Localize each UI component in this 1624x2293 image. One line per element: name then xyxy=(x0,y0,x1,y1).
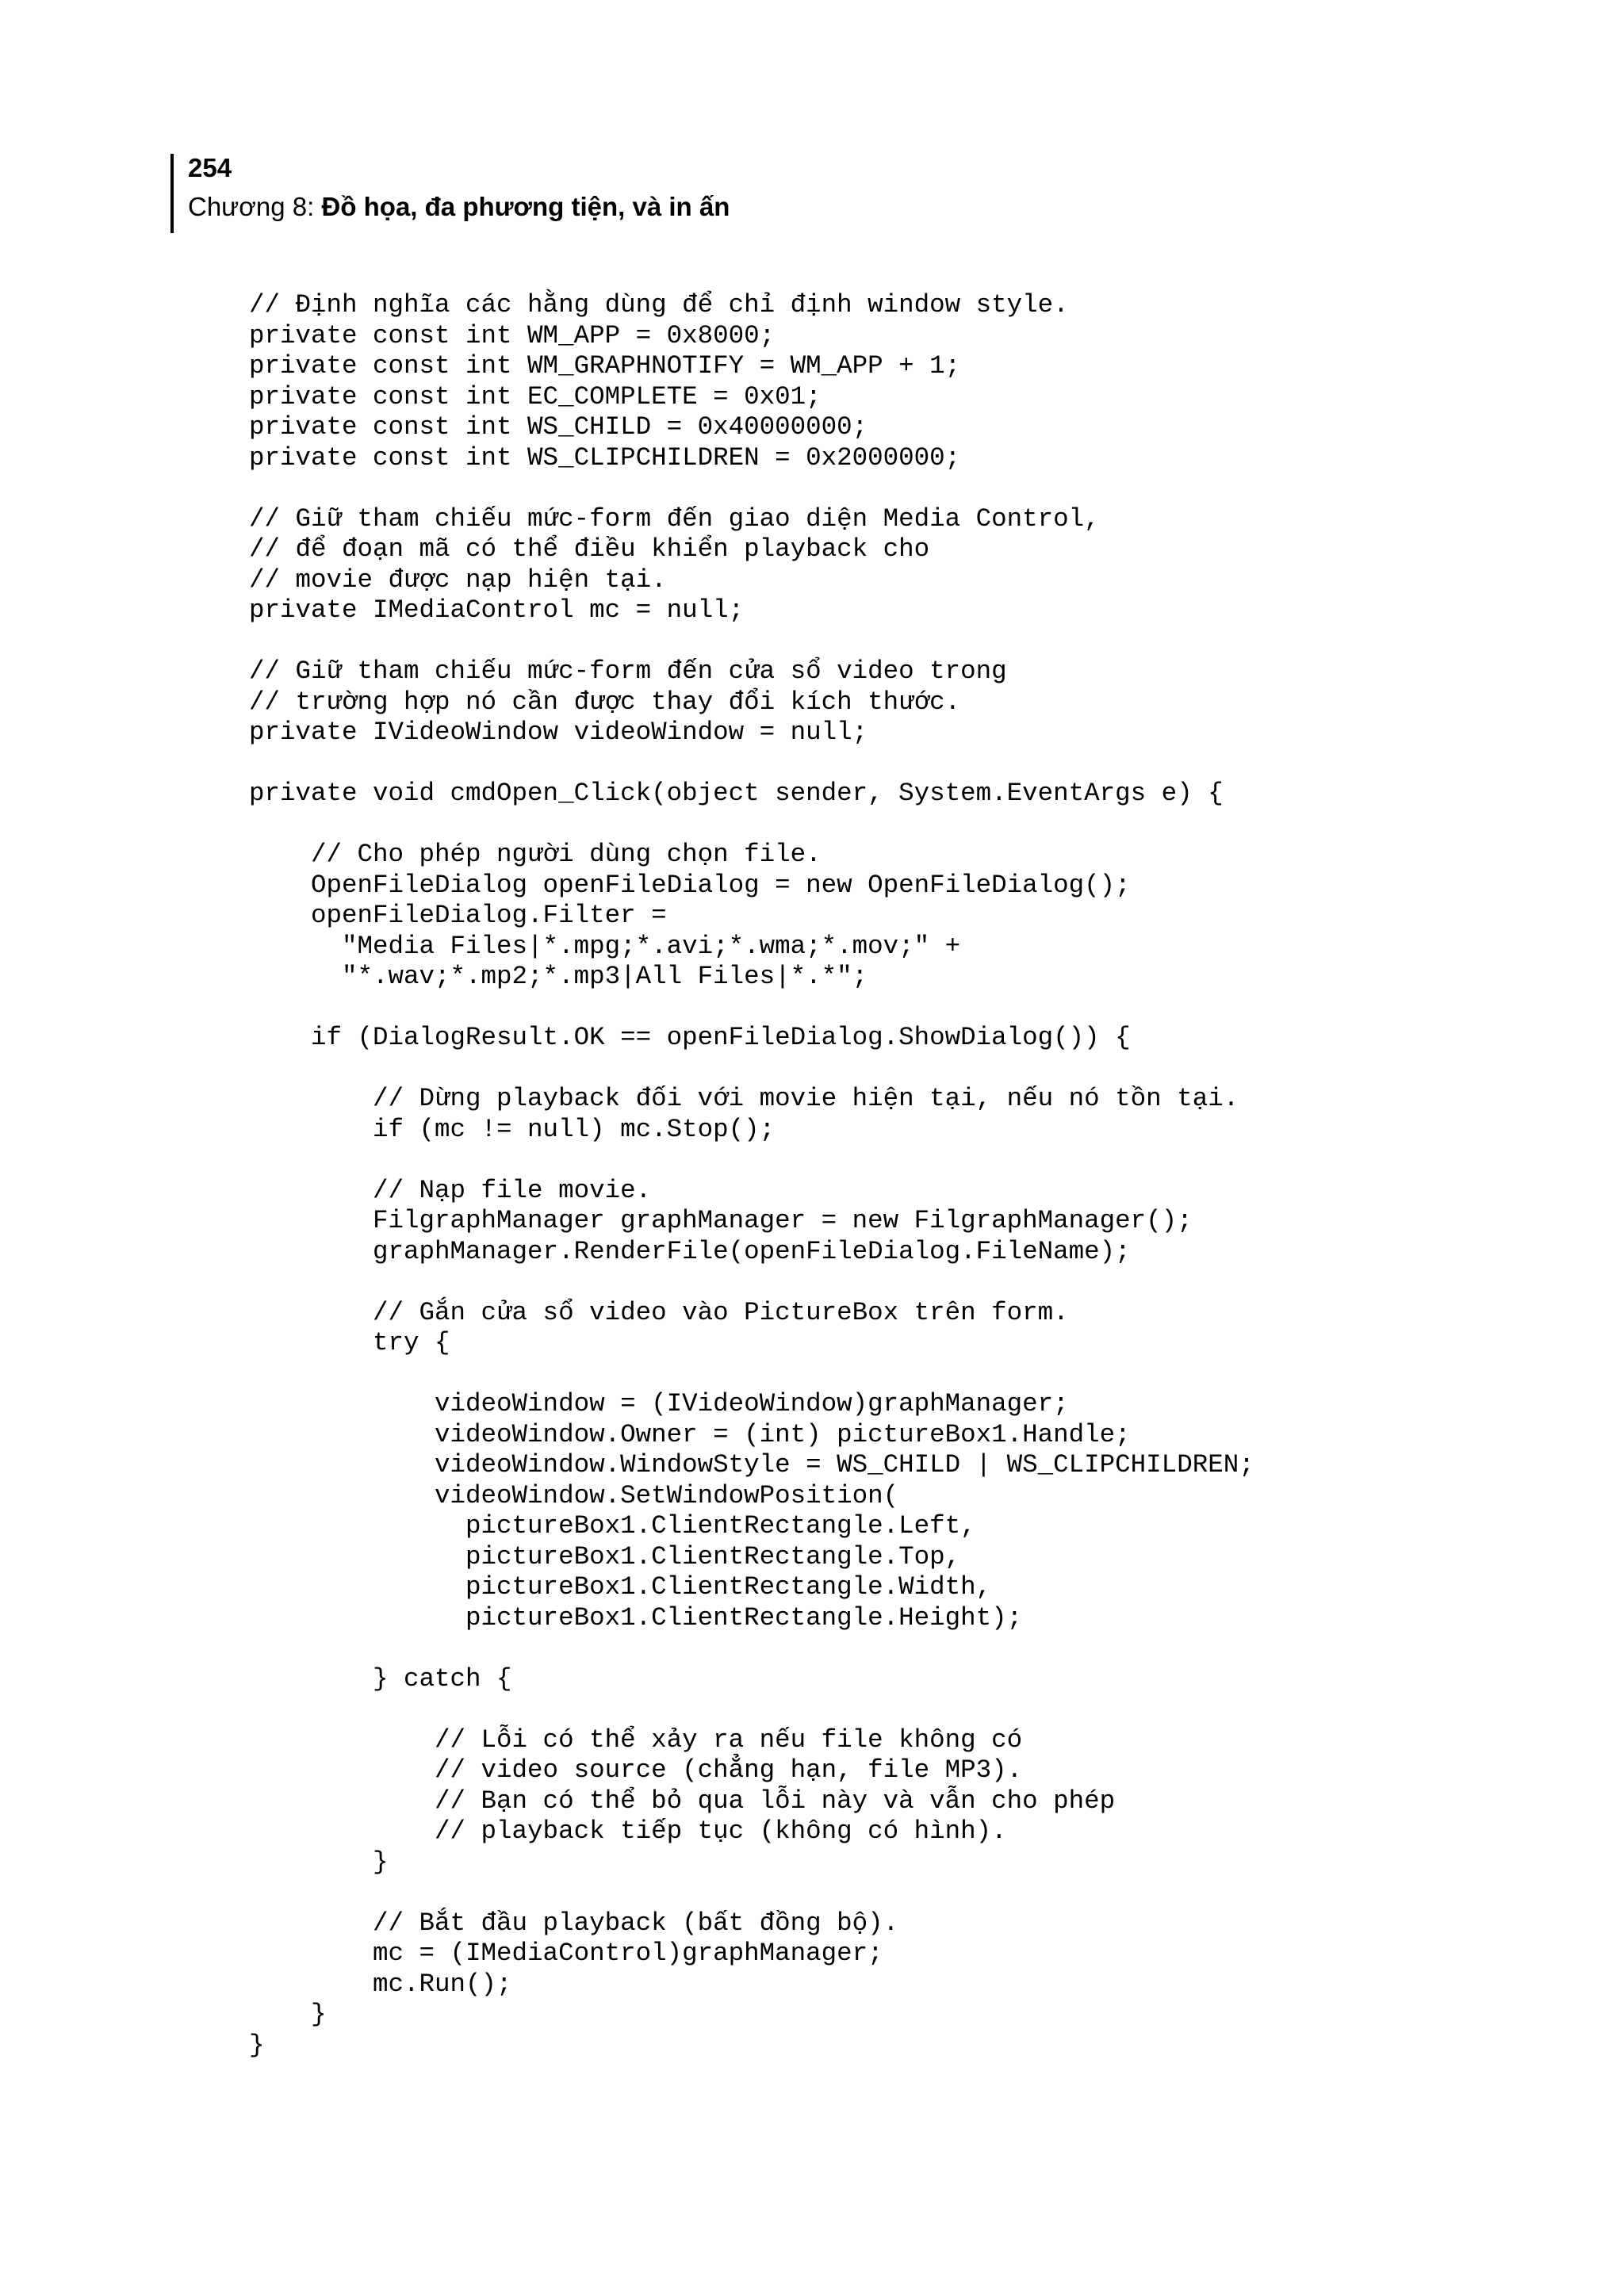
code-line: // Dừng playback đối với movie hiện tại, nếu nó tồn tại. xyxy=(249,1084,1239,1113)
page-number: 254 xyxy=(188,153,232,182)
code-line: pictureBox1.ClientRectangle.Width, xyxy=(249,1572,992,1602)
code-line: pictureBox1.ClientRectangle.Left, xyxy=(249,1511,976,1541)
code-listing xyxy=(249,290,1557,2061)
code-line: private const int WS_CLIPCHILDREN = 0x2000000; xyxy=(249,442,961,473)
code-line xyxy=(249,1359,1557,1390)
header-vertical-rule xyxy=(170,154,174,233)
code-line: // Giữ tham chiếu mức-form đến cửa sổ video trong xyxy=(249,657,1007,686)
code-line: videoWindow.Owner = (int) pictureBox1.Handle; xyxy=(249,1419,1131,1449)
code-line: "Media Files|*.mpg;*.avi;*.wma;*.mov;" + xyxy=(249,931,961,961)
code-line xyxy=(249,993,1557,1024)
code-line: if (DialogResult.OK == openFileDialog.ShowDialog()) { xyxy=(249,1023,1131,1052)
code-line xyxy=(249,1145,1557,1176)
code-line: // trường hợp nó cần được thay đổi kích thước. xyxy=(249,687,961,717)
code-line: // Định nghĩa các hằng dùng để chỉ định window style. xyxy=(249,290,1069,320)
code-line: } xyxy=(249,1847,389,1877)
code-line xyxy=(249,1878,1557,1908)
code-line: mc = (IMediaControl)graphManager; xyxy=(249,1939,883,1968)
code-line: mc.Run(); xyxy=(249,1969,512,1999)
code-line: // movie được nạp hiện tại. xyxy=(249,565,667,595)
code-line: videoWindow.SetWindowPosition( xyxy=(249,1480,899,1510)
page-header xyxy=(170,151,884,238)
code-line: if (mc != null) mc.Stop(); xyxy=(249,1114,776,1144)
code-line: openFileDialog.Filter = xyxy=(249,901,667,930)
code-line: pictureBox1.ClientRectangle.Height); xyxy=(249,1602,1023,1633)
code-line xyxy=(249,748,1557,779)
chapter-prefix: Chương 8: xyxy=(188,192,322,221)
code-line xyxy=(249,1633,1557,1664)
code-line: // playback tiếp tục (không có hình). xyxy=(249,1816,1007,1846)
code-line xyxy=(249,1267,1557,1298)
code-line: } xyxy=(249,2000,327,2029)
code-line: // Bạn có thể bỏ qua lỗi này và vẫn cho phép xyxy=(249,1786,1116,1816)
code-line: private const int WS_CHILD = 0x40000000; xyxy=(249,412,868,442)
code-line: // Bắt đầu playback (bất đồng bộ). xyxy=(249,1908,899,1938)
code-line: private const int WM_APP = 0x8000; xyxy=(249,320,776,350)
code-line: } catch { xyxy=(249,1663,512,1694)
code-line: // để đoạn mã có thể điều khiển playback cho xyxy=(249,534,930,564)
code-line xyxy=(249,810,1557,840)
chapter-title: Đồ họa, đa phương tiện, và in ấn xyxy=(321,192,730,221)
code-line xyxy=(249,1054,1557,1085)
code-line: private IMediaControl mc = null; xyxy=(249,595,745,625)
code-line: // Nạp file movie. xyxy=(249,1175,652,1205)
code-line: // Cho phép người dùng chọn file. xyxy=(249,840,822,869)
code-line: graphManager.RenderFile(openFileDialog.FileName); xyxy=(249,1236,1131,1266)
code-line xyxy=(249,1694,1557,1725)
code-line xyxy=(249,626,1557,657)
code-line: // video source (chẳng hạn, file MP3). xyxy=(249,1755,1023,1785)
code-line: try { xyxy=(249,1328,450,1357)
code-line: pictureBox1.ClientRectangle.Top, xyxy=(249,1541,961,1571)
code-line: videoWindow.WindowStyle = WS_CHILD | WS_CLIPCHILDREN; xyxy=(249,1450,1254,1480)
code-line: "*.wav;*.mp2;*.mp3|All Files|*.*"; xyxy=(249,962,868,991)
code-line: OpenFileDialog openFileDialog = new OpenFileDialog(); xyxy=(249,870,1131,900)
code-line: private void cmdOpen_Click(object sender, System.EventArgs e) { xyxy=(249,779,1224,808)
code-line: // Lỗi có thể xảy ra nếu file không có xyxy=(249,1725,1023,1755)
code-line: videoWindow = (IVideoWindow)graphManager; xyxy=(249,1389,1069,1418)
code-line xyxy=(249,473,1557,504)
code-line: // Gắn cửa sổ video vào PictureBox trên form. xyxy=(249,1297,1069,1327)
code-line: // Giữ tham chiếu mức-form đến giao diện Media Control, xyxy=(249,503,1100,534)
code-line: private const int WM_GRAPHNOTIFY = WM_APP + 1; xyxy=(249,351,961,381)
code-line: } xyxy=(249,2030,265,2060)
chapter-heading xyxy=(188,189,730,225)
code-line: FilgraphManager graphManager = new FilgraphManager(); xyxy=(249,1206,1193,1235)
code-line: private const int EC_COMPLETE = 0x01; xyxy=(249,381,822,412)
code-line: private IVideoWindow videoWindow = null; xyxy=(249,718,868,747)
